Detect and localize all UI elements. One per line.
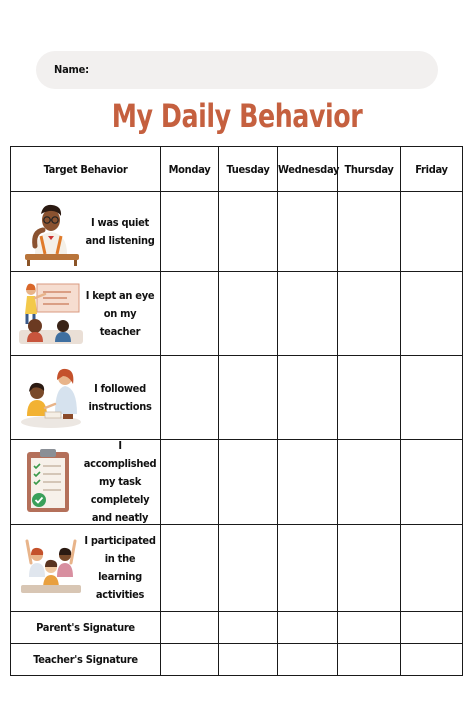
page-title: My Daily Behavior (111, 97, 363, 135)
name-label: Name: (54, 63, 89, 76)
checkbox-cell[interactable] (219, 272, 278, 356)
name-field[interactable] (36, 51, 438, 89)
checkbox-cell[interactable] (278, 440, 338, 525)
signature-cell[interactable] (219, 612, 278, 644)
header-tuesday: Tuesday (219, 147, 278, 192)
checkbox-cell[interactable] (161, 192, 219, 272)
checkbox-cell[interactable] (401, 356, 463, 440)
signature-cell[interactable] (161, 644, 219, 676)
signature-cell[interactable] (338, 644, 401, 676)
header-monday: Monday (161, 147, 219, 192)
signature-cell[interactable] (338, 612, 401, 644)
signature-row (11, 644, 463, 676)
behavior-label: I accomplished my task completely and neatly (83, 439, 157, 524)
checkbox-cell[interactable] (338, 192, 401, 272)
behavior-row (11, 192, 463, 272)
behavior-row (11, 440, 463, 525)
signature-cell[interactable] (401, 612, 463, 644)
behavior-row (11, 525, 463, 612)
behavior-cell (11, 525, 161, 612)
behavior-row (11, 356, 463, 440)
teacher-signature-label: Teacher's Signature (11, 644, 161, 676)
header-target-behavior: Target Behavior (11, 147, 161, 192)
teacher-helping-icon (19, 364, 83, 432)
checkbox-cell[interactable] (278, 356, 338, 440)
behavior-cell (11, 192, 161, 272)
signature-cell[interactable] (161, 612, 219, 644)
checkbox-cell[interactable] (338, 356, 401, 440)
checkbox-cell[interactable] (161, 440, 219, 525)
header-wednesday: Wednesday (278, 147, 338, 192)
behavior-row (11, 272, 463, 356)
behavior-cell (11, 356, 161, 440)
signature-row (11, 612, 463, 644)
checklist-clipboard-icon (19, 448, 83, 516)
checkbox-cell[interactable] (161, 525, 219, 612)
checkbox-cell[interactable] (219, 440, 278, 525)
raising-hands-icon (19, 533, 83, 601)
behavior-label: I kept an eye on my teacher (85, 288, 155, 338)
behavior-cell (11, 440, 161, 525)
checkbox-cell[interactable] (338, 440, 401, 525)
signature-cell[interactable] (278, 644, 338, 676)
signature-cell[interactable] (278, 612, 338, 644)
checkbox-cell[interactable] (219, 356, 278, 440)
behavior-label: I was quiet and listening (85, 215, 155, 247)
behavior-cell (11, 272, 161, 356)
checkbox-cell[interactable] (219, 525, 278, 612)
behavior-table (10, 146, 463, 676)
checkbox-cell[interactable] (401, 440, 463, 525)
header-thursday: Thursday (338, 147, 401, 192)
teacher-board-icon (19, 280, 83, 348)
checkbox-cell[interactable] (278, 192, 338, 272)
behavior-label: I followed instructions (88, 381, 152, 413)
checkbox-cell[interactable] (401, 192, 463, 272)
header-friday: Friday (401, 147, 463, 192)
checkbox-cell[interactable] (278, 525, 338, 612)
parent-signature-label: Parent's Signature (11, 612, 161, 644)
signature-cell[interactable] (219, 644, 278, 676)
checkbox-cell[interactable] (401, 525, 463, 612)
checkbox-cell[interactable] (219, 192, 278, 272)
behavior-label: I participated in the learning activities (84, 534, 156, 601)
quiet-student-icon (19, 198, 83, 266)
checkbox-cell[interactable] (401, 272, 463, 356)
checkbox-cell[interactable] (161, 272, 219, 356)
signature-cell[interactable] (401, 644, 463, 676)
checkbox-cell[interactable] (161, 356, 219, 440)
checkbox-cell[interactable] (278, 272, 338, 356)
checkbox-cell[interactable] (338, 272, 401, 356)
checkbox-cell[interactable] (338, 525, 401, 612)
header-row (11, 147, 463, 192)
